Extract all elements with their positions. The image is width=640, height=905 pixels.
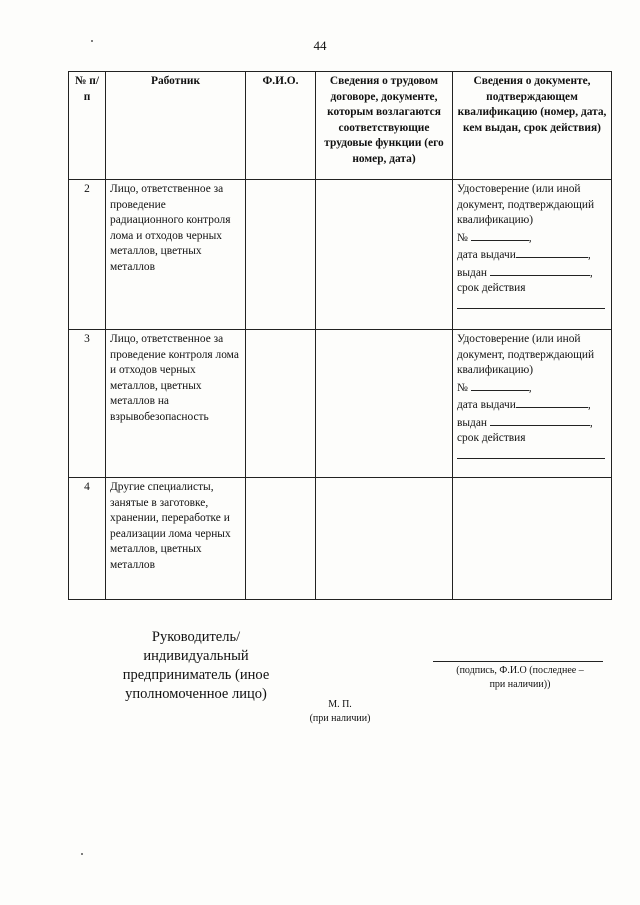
blank-line [516,246,588,258]
signature-caption [440,664,600,692]
contract-cell [316,478,453,600]
row-number: 4 [69,478,106,600]
signatory-role-line: Руководитель/ [151,629,241,645]
blank-line [457,297,605,309]
signatory-role [96,628,296,704]
issued-by-label: выдан [457,266,487,279]
issued-by-label: выдан [457,416,487,429]
blank-line [471,379,529,391]
stamp-label: М. П. [328,699,352,710]
doc-title: Удостоверение (или иной документ, подтверждающий квалификацию) [457,333,595,376]
scan-speck [81,853,83,855]
signature-caption-line: (подпись, Ф.И.О (последнее – [456,665,584,676]
contract-cell [316,330,453,478]
scan-speck [91,40,93,42]
signature-line [433,661,603,662]
table-row [69,330,612,478]
issued-by-line: выдан , [457,264,607,282]
blank-line [457,447,605,459]
stamp-placeholder [290,698,390,726]
issue-date-label: дата выдачи [457,399,516,411]
header-worker: Работник [106,72,246,180]
header-qualification: Сведения о документе, подтверждающем квалификацию (номер, дата, кем выдан, срок действия) [453,72,612,180]
contract-cell [316,180,453,330]
workers-table [68,71,612,600]
issue-date-line: дата выдачи , [457,396,607,414]
header-num: № п/п [69,72,106,180]
doc-number-label: № [457,231,468,244]
signatory-role-line: индивидуальный [143,648,249,664]
header-contract: Сведения о трудовом договоре, документе, которым возлагаются соответствующие трудовые функции (его номер, дата) [316,72,453,180]
row-number: 3 [69,330,106,478]
issue-date-label: дата выдачи [457,249,516,261]
qualification-cell [453,478,612,600]
header-fio: Ф.И.О. [246,72,316,180]
table-row [69,478,612,600]
table-row [69,180,612,330]
validity-label: срок действия [457,282,526,294]
qualification-cell [453,180,612,330]
stamp-note: (при наличии) [309,713,371,724]
issued-by-line: выдан , [457,414,607,432]
blank-line [490,264,590,276]
qualification-cell [453,330,612,478]
signatory-role-line: предприниматель (иное [122,667,270,683]
doc-number-label: № [457,381,468,394]
blank-line [471,229,529,241]
doc-number-line: № , [457,229,607,247]
blank-line [490,414,590,426]
table-header-row [69,72,612,180]
worker-cell: Другие специалисты, занятые в заготовке, хранении, переработке и реализации лома черных металлов, цветных металлов [106,478,246,600]
page-number: 44 [313,38,327,53]
signature-caption-line: при наличии)) [489,679,551,690]
fio-cell [246,330,316,478]
validity-label: срок действия [457,432,526,444]
issue-date-line: дата выдачи , [457,246,607,264]
validity-line [457,447,607,465]
signatory-role-line: уполномоченное лицо) [125,686,267,702]
row-number: 2 [69,180,106,330]
doc-number-line: № , [457,379,607,397]
doc-title: Удостоверение (или иной документ, подтверждающий квалификацию) [457,183,595,226]
validity-line [457,297,607,315]
fio-cell [246,478,316,600]
worker-cell: Лицо, ответственное за проведение контроля лома и отходов черных металлов, цветных металлов на взрывобезопасность [106,330,246,478]
blank-line [516,396,588,408]
worker-cell: Лицо, ответственное за проведение радиационного контроля лома и отходов черных металлов, цветных металлов [106,180,246,330]
fio-cell [246,180,316,330]
